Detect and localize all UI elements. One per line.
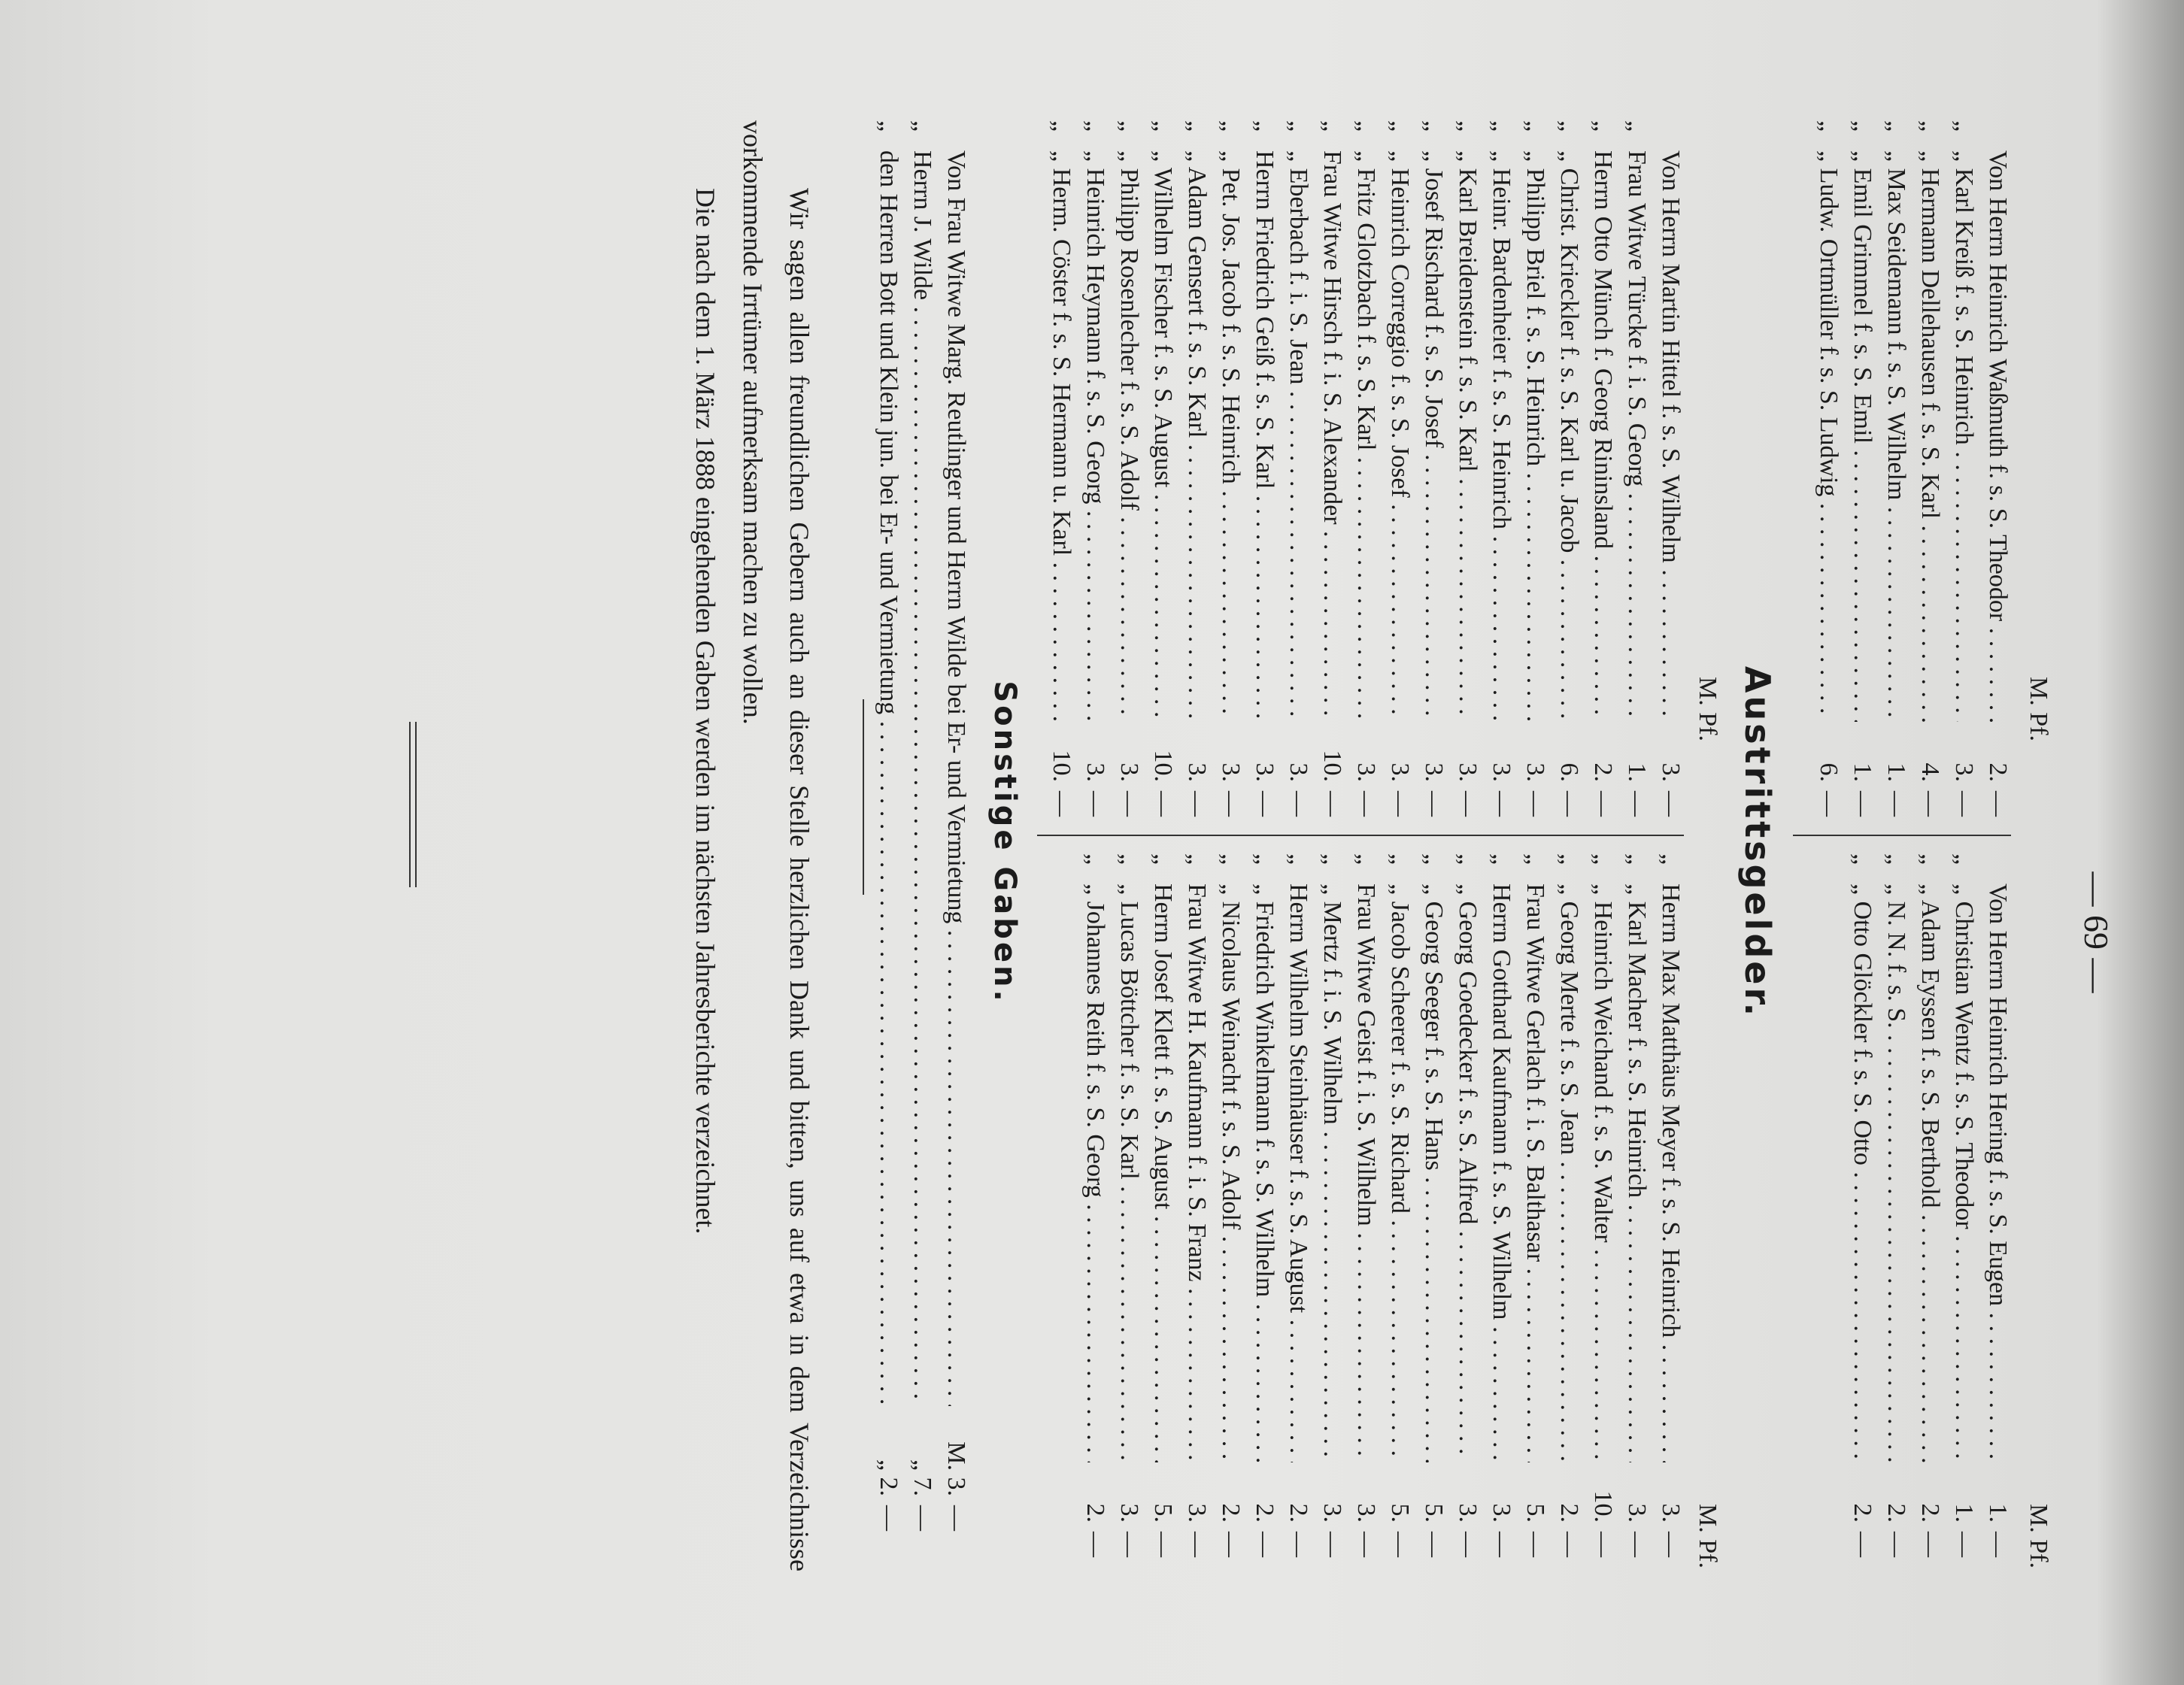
ledger-row bbox=[1146, 853, 1180, 1575]
ledger-row bbox=[1981, 120, 2015, 835]
amount-pfennig: — bbox=[1352, 791, 1380, 817]
donor-name: „ Herm. Cöster f. s. S. Hermann u. Karl . . . bbox=[1045, 150, 1078, 722]
ledger-row bbox=[1654, 120, 1688, 835]
ledger-row bbox=[1451, 853, 1485, 1575]
ditto-mark: „ bbox=[1521, 853, 1549, 865]
amount-mark: 4. bbox=[1916, 762, 1944, 782]
amount-pfennig: — bbox=[1488, 791, 1515, 817]
ledger-row bbox=[1282, 853, 1315, 1575]
ledger-row bbox=[1417, 853, 1451, 1575]
separator-line bbox=[863, 699, 864, 895]
closing-paragraph-note: Die nach dem 1. März 1888 eingehenden Gaben werden im nächsten Jahresberichte verzeichnet. bbox=[690, 188, 720, 1235]
ditto-mark: „ bbox=[1115, 853, 1143, 865]
ditto-mark: „ bbox=[1488, 853, 1515, 865]
donor-name: „ Fritz Glotzbach f. s. S. Karl . . . bbox=[1349, 150, 1383, 722]
donor-name: „ Wilhelm Fischer f. s. S. August . . . bbox=[1146, 150, 1180, 722]
page-number: — 69 — bbox=[2077, 871, 2116, 993]
ledger-row bbox=[939, 120, 973, 1571]
ledger-row bbox=[1248, 853, 1282, 1575]
ditto-mark: „ bbox=[1217, 853, 1245, 865]
donor-name: Herrn Josef Klett f. s. S. August . . . bbox=[1146, 883, 1180, 1462]
amount-pfennig: — bbox=[1488, 1532, 1515, 1557]
column-header-left-aus: M. Pf. bbox=[1694, 677, 1721, 741]
amount-pfennig: — bbox=[1454, 1532, 1482, 1557]
ditto-mark: „ bbox=[1081, 853, 1109, 865]
donor-name: „ Philipp Rosenlecher f. s. S. Adolf . . . bbox=[1112, 150, 1146, 722]
heading-austrittsgelder: Austrittsgelder. bbox=[1737, 665, 1778, 1020]
ditto-mark: „ bbox=[1318, 120, 1346, 132]
donor-name: Frau Witwe Gerlach f. i. S. Balthasar . . . bbox=[1518, 883, 1552, 1462]
amount-pfennig: — bbox=[908, 1505, 936, 1531]
amount-mark: 3. bbox=[1318, 1503, 1346, 1523]
amount-mark: 1. bbox=[1849, 762, 1876, 782]
ditto-mark: „ bbox=[1623, 120, 1651, 132]
ditto-mark: „ bbox=[1285, 120, 1312, 132]
donor-name: „ Christ. Krieckler f. s. S. Karl u. Jacob . . . bbox=[1552, 150, 1586, 722]
ditto-mark: „ bbox=[1183, 853, 1211, 865]
amount-pfennig: — bbox=[1882, 791, 1910, 817]
end-rule-bottom bbox=[409, 722, 411, 887]
amount-pfennig: — bbox=[1623, 1532, 1651, 1557]
amount-mark: 3. bbox=[1217, 762, 1245, 782]
donor-name: Von Herrn Martin Hittel f. s. S. Wilhelm . . . bbox=[1654, 150, 1688, 722]
amount-mark: 10. bbox=[1048, 750, 1075, 782]
ledger-row bbox=[1812, 120, 1846, 835]
donor-name: „ Adam Eyssen f. s. S. Berthold . . . bbox=[1913, 883, 1947, 1462]
amount-mark: 1. bbox=[1623, 762, 1651, 782]
ditto-mark: „ bbox=[1251, 853, 1279, 865]
amount-pfennig: — bbox=[1149, 791, 1177, 817]
ledger-row bbox=[1146, 120, 1180, 835]
ledger-row bbox=[1180, 120, 1214, 835]
donor-name: „ Lucas Böttcher f. s. S. Karl . . . bbox=[1112, 883, 1146, 1462]
ditto-mark: „ bbox=[1149, 120, 1177, 132]
donor-name: „ Karl Macher f. s. S. Heinrich . . . bbox=[1620, 883, 1654, 1462]
ditto-mark: „ bbox=[1521, 120, 1549, 132]
donor-name: „ Georg Seeger f. s. S. Hans . . . bbox=[1417, 883, 1451, 1462]
ditto-mark: „ bbox=[1849, 853, 1876, 865]
closing-paragraph-thanks: Wir sagen allen freundlichen Gebern auch an dieser Stelle herzlichen Dank und bitten, uns auf etwa in dem Verzeichnisse vorkommende Irrtümer aufmerksam machen zu wollen. bbox=[738, 120, 814, 1571]
donor-name: Herrn Otto Münch f. Georg Rininsland . . . bbox=[1586, 150, 1620, 722]
amount-pfennig: — bbox=[1318, 1532, 1346, 1557]
amount-pfennig: — bbox=[1386, 791, 1414, 817]
donor-name: Von Herrn Heinrich Waßmuth f. s. S. Theodor . . . bbox=[1981, 150, 2015, 722]
donor-name: „ Mertz f. i. S. Wilhelm . . . bbox=[1315, 883, 1349, 1462]
ledger-row bbox=[1586, 853, 1620, 1575]
sonstige-gaben-list bbox=[872, 120, 973, 1571]
amount-mark: 10. bbox=[1589, 1490, 1617, 1523]
amount-mark: 2. bbox=[1251, 1503, 1279, 1523]
top-list-left bbox=[1812, 120, 2015, 835]
amount-pfennig: — bbox=[1657, 1532, 1685, 1557]
amount-pfennig: — bbox=[1081, 1532, 1109, 1557]
ditto-mark: „ bbox=[1589, 120, 1617, 132]
ledger-row bbox=[1947, 120, 1981, 835]
ledger-row bbox=[1349, 120, 1383, 835]
ditto-mark: „ bbox=[1589, 853, 1617, 865]
ditto-mark: „ bbox=[1048, 120, 1075, 132]
amount-mark: 3. bbox=[1251, 762, 1279, 782]
donor-name: „ Jacob Scheerer f. s. S. Richard . . . bbox=[1383, 883, 1417, 1462]
donor-name: „ Pet. Jos. Jacob f. s. S. Heinrich . . . bbox=[1214, 150, 1248, 722]
donor-name: „ Josef Rischard f. s. S. Josef . . . bbox=[1417, 150, 1451, 722]
ledger-row bbox=[1112, 120, 1146, 835]
ledger-row bbox=[1248, 120, 1282, 835]
amount-pfennig: — bbox=[1916, 1532, 1944, 1557]
amount-mark: „ 7. bbox=[908, 1459, 936, 1496]
amount-mark: 3. bbox=[1950, 762, 1978, 782]
ditto-mark: „ bbox=[1386, 120, 1414, 132]
amount-pfennig: — bbox=[1183, 791, 1211, 817]
amount-mark: 5. bbox=[1149, 1503, 1177, 1523]
amount-pfennig: — bbox=[1984, 791, 2012, 817]
amount-mark: 3. bbox=[1081, 762, 1109, 782]
ditto-mark: „ bbox=[908, 120, 936, 132]
ditto-mark: „ bbox=[1115, 120, 1143, 132]
amount-pfennig: — bbox=[1555, 791, 1583, 817]
ditto-mark: „ bbox=[1352, 853, 1380, 865]
amount-pfennig: — bbox=[1950, 1532, 1978, 1557]
ledger-row bbox=[1518, 120, 1552, 835]
ledger-row bbox=[1518, 853, 1552, 1575]
ditto-mark: „ bbox=[1081, 120, 1109, 132]
amount-mark: 3. bbox=[1115, 762, 1143, 782]
ledger-row bbox=[1078, 853, 1112, 1575]
amount-pfennig: — bbox=[1115, 791, 1143, 817]
amount-pfennig: — bbox=[1815, 791, 1843, 817]
amount-mark: 3. bbox=[1488, 1503, 1515, 1523]
ditto-mark: „ bbox=[1657, 853, 1685, 865]
column-header-right-aus: M. Pf. bbox=[1694, 1504, 1721, 1568]
amount-mark: 3. bbox=[1115, 1503, 1143, 1523]
donor-name: den Herren Bott und Klein jun. bei Er- und Vermietung . . . bbox=[872, 150, 905, 1406]
ledger-row bbox=[1451, 120, 1485, 835]
donor-name: „ Nicolaus Weinacht f. s. S. Adolf . . . bbox=[1214, 883, 1248, 1462]
donor-name: Frau Witwe Türcke f. i. S. Georg . . . bbox=[1620, 150, 1654, 722]
ditto-mark: „ bbox=[1318, 853, 1346, 865]
amount-mark: 2. bbox=[1882, 1503, 1910, 1523]
ditto-mark: „ bbox=[1950, 120, 1978, 132]
donor-name: „ Christian Wentz f. s. S. Theodor . . . bbox=[1947, 883, 1981, 1462]
donor-name: „ Johannes Reith f. s. S. Georg . . . bbox=[1078, 883, 1112, 1462]
ledger-row bbox=[1913, 853, 1947, 1575]
ditto-mark: „ bbox=[1285, 853, 1312, 865]
donor-name: „ Adam Gensert f. s. S. Karl . . . bbox=[1180, 150, 1214, 722]
amount-pfennig: — bbox=[1386, 1532, 1414, 1557]
donor-name: Herrn Friedrich Geiß f. s. S. Karl . . . bbox=[1248, 150, 1282, 722]
amount-pfennig: — bbox=[875, 1505, 902, 1531]
donor-name: „ Otto Glöckler f. s. S. Otto . . . bbox=[1846, 883, 1879, 1462]
amount-mark: 2. bbox=[1916, 1503, 1944, 1523]
amount-mark: 3. bbox=[1352, 762, 1380, 782]
amount-mark: 3. bbox=[1521, 762, 1549, 782]
amount-mark: 3. bbox=[1657, 1503, 1685, 1523]
ditto-mark: „ bbox=[1916, 853, 1944, 865]
amount-mark: 3. bbox=[1657, 762, 1685, 782]
ditto-mark: „ bbox=[1950, 853, 1978, 865]
ledger-row bbox=[1552, 120, 1586, 835]
ledger-row bbox=[1315, 120, 1349, 835]
amount-pfennig: — bbox=[1285, 791, 1312, 817]
amount-mark: „ 2. bbox=[875, 1459, 902, 1496]
amount-pfennig: — bbox=[942, 1505, 970, 1531]
austrittsgelder-list-left bbox=[1045, 120, 1688, 835]
donor-name: Herrn Wilhelm Steinhäuser f. s. S. August . . . bbox=[1282, 883, 1315, 1462]
amount-pfennig: — bbox=[1420, 1532, 1448, 1557]
donor-name: Von Frau Witwe Marg. Reutlinger und Herrn Wilde bei Er- und Vermietung . . . bbox=[939, 150, 973, 1406]
amount-pfennig: — bbox=[1521, 791, 1549, 817]
amount-pfennig: — bbox=[1950, 791, 1978, 817]
amount-mark: 3. bbox=[1352, 1503, 1380, 1523]
donor-name: „ Georg Goedecker f. s. S. Alfred . . . bbox=[1451, 883, 1485, 1462]
amount-mark: 5. bbox=[1521, 1503, 1549, 1523]
amount-pfennig: — bbox=[1882, 1532, 1910, 1557]
amount-mark: 2. bbox=[1984, 762, 2012, 782]
amount-pfennig: — bbox=[1285, 1532, 1312, 1557]
amount-pfennig: — bbox=[1555, 1532, 1583, 1557]
amount-pfennig: — bbox=[1217, 791, 1245, 817]
donor-name: Frau Witwe H. Kaufmann f. i. S. Franz . . . bbox=[1180, 883, 1214, 1462]
donor-name: „ Max Seidemann f. s. S. Wilhelm . . . bbox=[1879, 150, 1913, 722]
donor-name: „ Hermann Dellehausen f. s. S. Karl . . . bbox=[1913, 150, 1947, 722]
donor-name: „ Eberbach f. i. S. Jean . . . bbox=[1282, 150, 1315, 722]
amount-mark: 5. bbox=[1386, 1503, 1414, 1523]
amount-pfennig: — bbox=[1589, 791, 1617, 817]
ledger-row bbox=[905, 120, 939, 1571]
donor-name: „ Emil Grimmel f. s. S. Emil . . . bbox=[1846, 150, 1879, 722]
amount-mark: 3. bbox=[1183, 762, 1211, 782]
donor-name: „ N. N. f. s. S. . . . bbox=[1879, 883, 1913, 1462]
ditto-mark: „ bbox=[1815, 120, 1843, 132]
amount-mark: 10. bbox=[1149, 750, 1177, 782]
ditto-mark: „ bbox=[1454, 120, 1482, 132]
amount-pfennig: — bbox=[1217, 1532, 1245, 1557]
ledger-row bbox=[1315, 853, 1349, 1575]
ditto-mark: „ bbox=[1454, 853, 1482, 865]
ditto-mark: „ bbox=[1555, 853, 1583, 865]
amount-pfennig: — bbox=[1454, 791, 1482, 817]
donor-name: Frau Witwe Hirsch f. i. S. Alexander . . . bbox=[1315, 150, 1349, 722]
ledger-row bbox=[1846, 853, 1879, 1575]
amount-pfennig: — bbox=[1849, 791, 1876, 817]
ditto-mark: „ bbox=[1352, 120, 1380, 132]
ditto-mark: „ bbox=[1623, 853, 1651, 865]
ledger-row bbox=[1552, 853, 1586, 1575]
ditto-mark: „ bbox=[1149, 853, 1177, 865]
ledger-row bbox=[1981, 853, 2015, 1575]
donor-name: „ Karl Breidenstein f. s. S. Karl . . . bbox=[1451, 150, 1485, 722]
ditto-mark: „ bbox=[1251, 120, 1279, 132]
donor-name: Herrn Max Matthäus Meyer f. s. S. Heinrich . . . bbox=[1654, 883, 1688, 1462]
amount-mark: 1. bbox=[1950, 1503, 1978, 1523]
ditto-mark: „ bbox=[1488, 120, 1515, 132]
amount-pfennig: — bbox=[1657, 791, 1685, 817]
donor-name: „ Heinrich Correggio f. s. S. Josef . . . bbox=[1383, 150, 1417, 722]
amount-mark: 3. bbox=[1183, 1503, 1211, 1523]
amount-mark: 3. bbox=[1420, 762, 1448, 782]
ditto-mark: „ bbox=[1420, 853, 1448, 865]
ditto-mark: „ bbox=[1555, 120, 1583, 132]
ledger-row bbox=[1485, 120, 1518, 835]
amount-pfennig: — bbox=[1183, 1532, 1211, 1557]
austrittsgelder-list-right bbox=[1078, 853, 1688, 1575]
ditto-mark: „ bbox=[1916, 120, 1944, 132]
ledger-row bbox=[1383, 853, 1417, 1575]
amount-pfennig: — bbox=[1352, 1532, 1380, 1557]
donor-name: „ Georg Merte f. s. S. Jean . . . bbox=[1552, 883, 1586, 1462]
amount-pfennig: — bbox=[1916, 791, 1944, 817]
ledger-row bbox=[1586, 120, 1620, 835]
column-divider-top bbox=[1793, 835, 2011, 836]
amount-pfennig: — bbox=[1048, 791, 1075, 817]
ledger-row bbox=[1620, 120, 1654, 835]
ditto-mark: „ bbox=[1882, 853, 1910, 865]
amount-mark: 5. bbox=[1420, 1503, 1448, 1523]
amount-mark: 2. bbox=[1081, 1503, 1109, 1523]
ledger-row bbox=[872, 120, 905, 1571]
amount-pfennig: — bbox=[1251, 1532, 1279, 1557]
ditto-mark: „ bbox=[1882, 120, 1910, 132]
amount-pfennig: — bbox=[1115, 1532, 1143, 1557]
amount-mark: 3. bbox=[1386, 762, 1414, 782]
ledger-row bbox=[1282, 120, 1315, 835]
amount-mark: 3. bbox=[1454, 762, 1482, 782]
amount-pfennig: — bbox=[1849, 1532, 1876, 1557]
ditto-mark: „ bbox=[875, 120, 902, 132]
ledger-row bbox=[1879, 120, 1913, 835]
column-divider-aus bbox=[1037, 835, 1684, 836]
amount-pfennig: — bbox=[1149, 1532, 1177, 1557]
donor-name: Frau Witwe Geist f. i. S. Wilhelm . . . bbox=[1349, 883, 1383, 1462]
top-list-right bbox=[1846, 853, 2015, 1575]
ledger-row bbox=[1112, 853, 1146, 1575]
amount-mark: 2. bbox=[1217, 1503, 1245, 1523]
heading-sonstige-gaben: Sonstige Gaben. bbox=[987, 680, 1022, 1005]
ledger-row bbox=[1417, 120, 1451, 835]
donor-name: „ Heinr. Bardenheier f. s. S. Heinrich . . . bbox=[1485, 150, 1518, 722]
end-rule-top bbox=[415, 722, 417, 887]
ditto-mark: „ bbox=[1386, 853, 1414, 865]
amount-mark: 3. bbox=[1454, 1503, 1482, 1523]
ledger-row bbox=[1349, 853, 1383, 1575]
amount-pfennig: — bbox=[1318, 791, 1346, 817]
ledger-row bbox=[1180, 853, 1214, 1575]
ledger-row bbox=[1383, 120, 1417, 835]
amount-mark: 2. bbox=[1589, 762, 1617, 782]
ledger-row bbox=[1485, 853, 1518, 1575]
donor-name: „ Heinrich Heymann f. s. S. Georg . . . bbox=[1078, 150, 1112, 722]
amount-mark: 3. bbox=[1285, 762, 1312, 782]
amount-pfennig: — bbox=[1521, 1532, 1549, 1557]
amount-mark: 2. bbox=[1285, 1503, 1312, 1523]
column-header-right: M. Pf. bbox=[2025, 1504, 2052, 1568]
ledger-row bbox=[1654, 853, 1688, 1575]
ditto-mark: „ bbox=[1420, 120, 1448, 132]
donor-name: „ Karl Kreiß f. s. S. Heinrich . . . bbox=[1947, 150, 1981, 722]
amount-mark: 10. bbox=[1318, 750, 1346, 782]
amount-mark: 1. bbox=[1984, 1503, 2012, 1523]
ledger-row bbox=[1913, 120, 1947, 835]
ledger-row bbox=[1214, 853, 1248, 1575]
ledger-row bbox=[1620, 853, 1654, 1575]
amount-pfennig: — bbox=[1251, 791, 1279, 817]
amount-mark: 3. bbox=[1623, 1503, 1651, 1523]
ledger-row bbox=[1846, 120, 1879, 835]
donor-name: „ Ludw. Ortmüller f. s. S. Ludwig . . . bbox=[1812, 150, 1846, 722]
donor-name: „ Philipp Briel f. s. S. Heinrich . . . bbox=[1518, 150, 1552, 722]
ledger-row bbox=[1947, 853, 1981, 1575]
amount-mark: M. 3. bbox=[942, 1441, 970, 1496]
ledger-row bbox=[1078, 120, 1112, 835]
ditto-mark: „ bbox=[1183, 120, 1211, 132]
amount-mark: 6. bbox=[1815, 762, 1843, 782]
amount-pfennig: — bbox=[1623, 791, 1651, 817]
ditto-mark: „ bbox=[1849, 120, 1876, 132]
donor-name: Herrn Gotthard Kaufmann f. s. S. Wilhelm . . . bbox=[1485, 883, 1518, 1462]
amount-pfennig: — bbox=[1589, 1532, 1617, 1557]
donor-name: Von Herrn Heinrich Hering f. s. S. Eugen . . . bbox=[1981, 883, 2015, 1462]
ditto-mark: „ bbox=[1217, 120, 1245, 132]
amount-mark: 1. bbox=[1882, 762, 1910, 782]
amount-pfennig: — bbox=[1081, 791, 1109, 817]
amount-pfennig: — bbox=[1420, 791, 1448, 817]
ledger-row bbox=[1045, 120, 1078, 835]
ledger-row bbox=[1879, 853, 1913, 1575]
amount-pfennig: — bbox=[1984, 1532, 2012, 1557]
amount-mark: 6. bbox=[1555, 762, 1583, 782]
donor-name: Herrn J. Wilde . . . bbox=[905, 150, 939, 1406]
amount-mark: 3. bbox=[1488, 762, 1515, 782]
ledger-row bbox=[1214, 120, 1248, 835]
amount-mark: 2. bbox=[1555, 1503, 1583, 1523]
donor-name: „ Friedrich Winkelmann f. s. S. Wilhelm . . . bbox=[1248, 883, 1282, 1462]
amount-mark: 2. bbox=[1849, 1503, 1876, 1523]
column-header-left: M. Pf. bbox=[2025, 677, 2052, 741]
donor-name: „ Heinrich Weichand f. s. S. Walter . . . bbox=[1586, 883, 1620, 1462]
